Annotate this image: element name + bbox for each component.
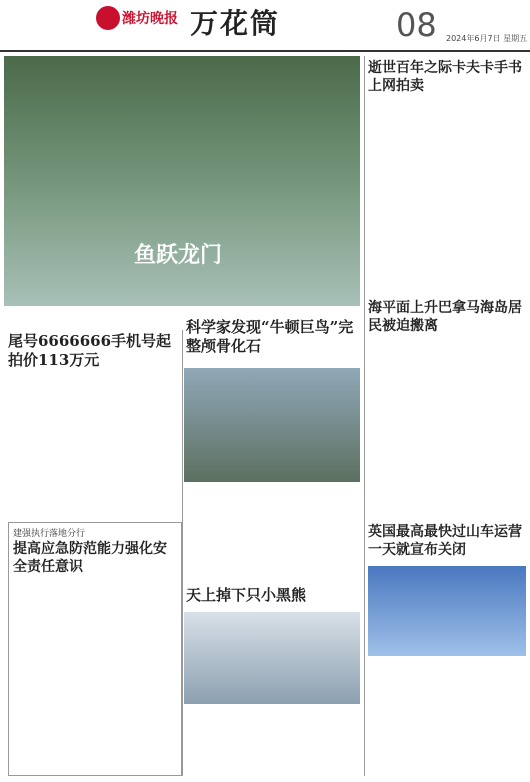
- column-divider-left: [182, 330, 183, 776]
- paper-name: 潍坊晚报: [122, 11, 178, 27]
- card-headline: 逝世百年之际卡夫卡手书上网拍卖: [368, 60, 522, 94]
- museum-photo: [184, 368, 360, 482]
- soldiers-photo: [184, 612, 360, 704]
- coaster-headline: 英国最高最快过山车运营一天就宣布关闭: [368, 524, 522, 558]
- river-photo: [4, 56, 360, 306]
- issue-date: 2024年6月7日 星期五: [446, 34, 528, 43]
- panama-headline: 海平面上升巴拿马海岛居民被迫搬离: [368, 300, 522, 334]
- masthead: [0, 0, 530, 52]
- turtle-headline: 科学家发现“牛顿巨鸟”完整颅骨化石: [186, 318, 354, 355]
- page-number: 08: [396, 6, 437, 44]
- column-divider: [364, 56, 365, 776]
- fire-headline: 提高应急防范能力强化安全责任意识: [13, 541, 167, 575]
- fire-kicker: 建强执行落地分行: [13, 529, 86, 539]
- newspaper-logo-icon: [96, 6, 120, 30]
- coaster-photo: [368, 566, 526, 656]
- plate-headline: 尾号6666666手机号起拍价113万元: [8, 332, 172, 369]
- fire-article: [8, 522, 182, 776]
- river-headline: 鱼跃龙门: [134, 242, 223, 268]
- page-name: 万花筒: [190, 7, 281, 40]
- bear-headline: 天上掉下只小黑熊: [186, 586, 307, 604]
